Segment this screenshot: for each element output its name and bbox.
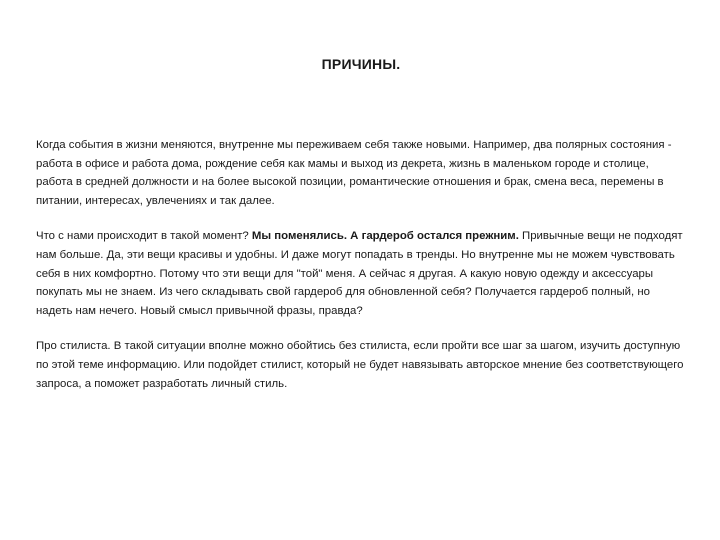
- paragraph-wardrobe-intro: Что с нами происходит в такой момент?: [36, 230, 252, 243]
- paragraph-wardrobe-rest: Привычные вещи не подходят нам больше. Да, эти вещи красивы и удобны. И даже могут попадать в тренды. Но внутренне мы не можем чувствовать себя в них комфортно. Потому что эти вещи для "той" меня. А сейчас я другая. А какую новую одежду и аксессуары покупать мы не знаем. Из чего складывать свой гардероб для обновленной себя? Получается гардероб полный, но надеть нам нечего. Новый смысл привычной фразы, правда?: [36, 230, 683, 317]
- paragraph-stylist: Про стилиста. В такой ситуации вполне можно обойтись без стилиста, если пройти все шаг за шагом, изучить доступную по этой теме информацию. Или подойдет стилист, который не будет навязывать авторское мнение без соответствующего запроса, а поможет разработать личный стиль.: [36, 340, 684, 390]
- paragraph-wardrobe-emphasis: Мы поменялись. А гардероб остался прежним.: [251, 230, 519, 243]
- paragraph-life-changes: Когда события в жизни меняются, внутренне мы переживаем себя также новыми. Например, два полярных состояния - работа в офисе и работа дома, рождение себя как мамы и выход из декрета, жизнь в маленьком городе и столице, работа в средней должности и на более высокой позиции, романтические отношения и брак, смена веса, перемены в питании, интересах, увлечениях и так далее.: [36, 139, 672, 207]
- slide-title: ПРИЧИНЫ.: [321, 56, 401, 72]
- paragraph-wardrobe: [36, 227, 684, 320]
- slide-body: [36, 136, 684, 410]
